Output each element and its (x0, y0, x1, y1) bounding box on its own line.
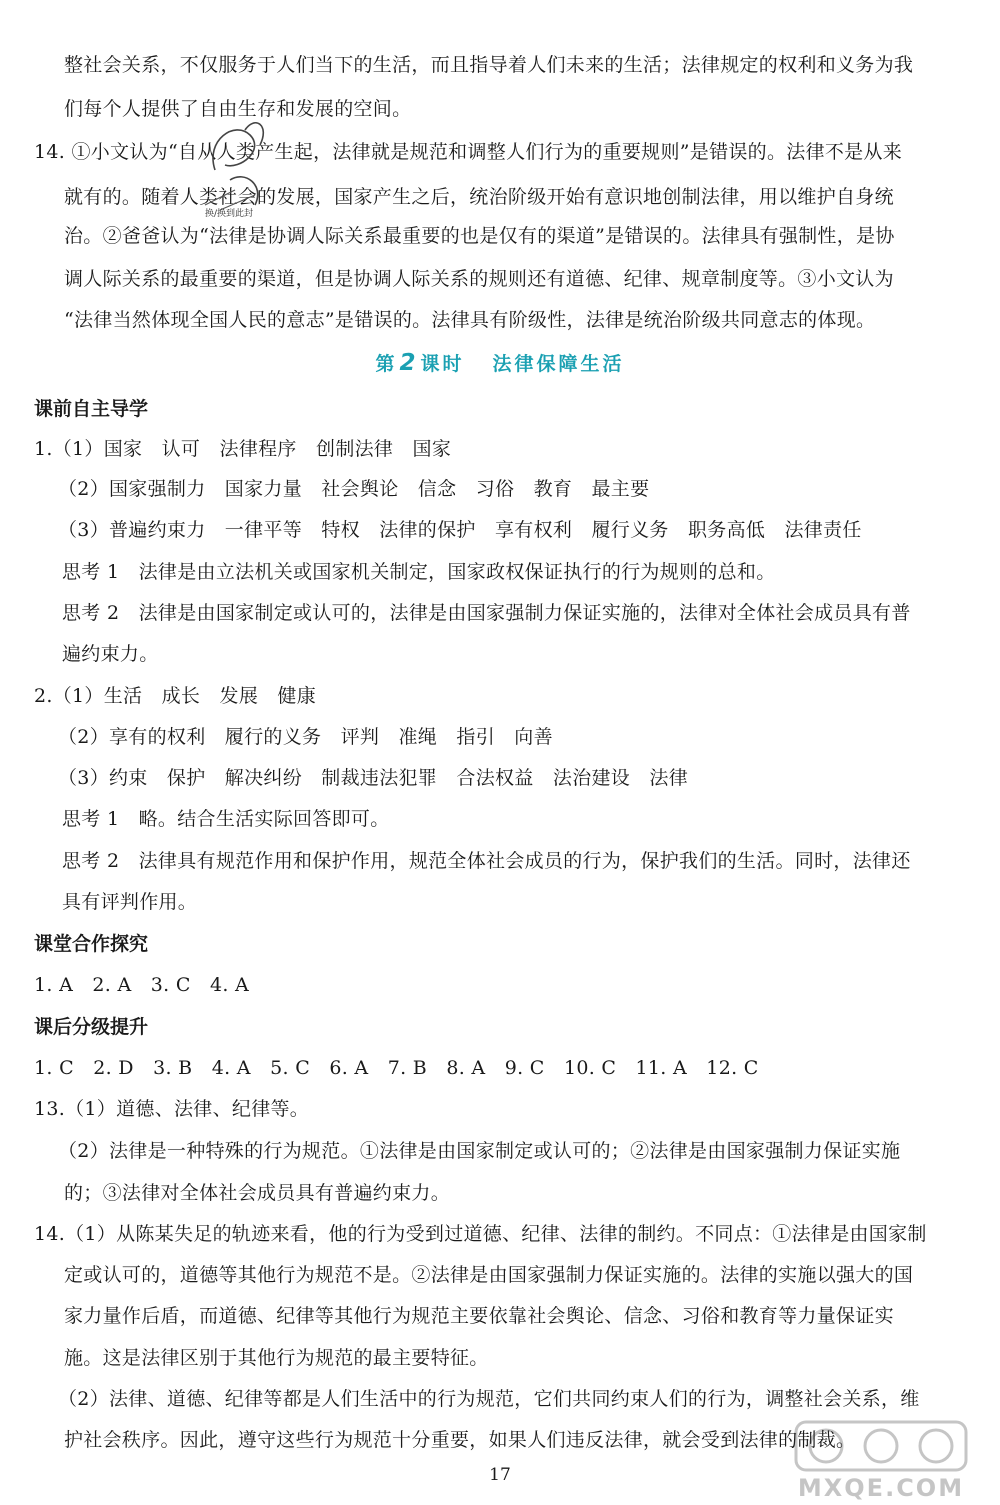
section-heading-in-class: 课堂合作探究 (34, 933, 149, 955)
watermark-logo (776, 1418, 986, 1503)
answer-line: （2）国家强制力 国家力量 社会舆论 信念 习俗 教育 最主要 (58, 478, 650, 500)
handwritten-scribble (195, 110, 285, 220)
answer-line: （3）普遍约束力 一律平等 特权 法律的保护 享有权利 履行义务 职务高低 法律责任 (58, 519, 862, 541)
text-line: 调人际关系的最重要的渠道，但是协调人际关系的规则还有道德、纪律、规章制度等。③小文认为 (64, 268, 894, 290)
answer-line: 1.（1）国家 认可 法律程序 创制法律 国家 (34, 438, 452, 460)
answer-line: 的；③法律对全体社会成员具有普遍约束力。 (64, 1182, 451, 1204)
think-line: 遍约束力。 (62, 643, 159, 665)
answer-line: 1. C 2. D 3. B 4. A 5. C 6. A 7. B 8. A 9. C 10. C 11. A 12. C (34, 1057, 759, 1079)
answer-line: 14.（1）从陈某失足的轨迹来看，他的行为受到过道德、纪律、法律的制约。不同点：①法律是由国家制 (34, 1223, 927, 1245)
text-line: 整社会关系，不仅服务于人们当下的生活，而且指导着人们未来的生活；法律规定的权利和义务为我 (64, 54, 914, 76)
answer-line: 13.（1）道德、法律、纪律等。 (34, 1098, 310, 1120)
think-line: 具有评判作用。 (62, 891, 198, 913)
section-heading-pre-class: 课前自主导学 (34, 398, 149, 420)
lesson-title (0, 350, 1000, 377)
answer-line: （2）享有的权利 履行的义务 评判 准绳 指引 向善 (58, 726, 553, 748)
watermark-text: MXQE.COM (797, 1474, 965, 1502)
text-line: 治。②爸爸认为“法律是协调人际关系最重要的也是仅有的渠道”是错误的。法律具有强制性，是协 (64, 225, 895, 247)
answer-line: （2）法律是一种特殊的行为规范。①法律是由国家制定或认可的；②法律是由国家强制力保证实施 (58, 1140, 901, 1162)
answer-line: 1. A 2. A 3. C 4. A (34, 974, 250, 996)
think-line: 思考 2 法律具有规范作用和保护作用，规范全体社会成员的行为，保护我们的生活。同时，法律还 (62, 850, 911, 872)
think-line: 思考 1 略。结合生活实际回答即可。 (62, 808, 390, 830)
answer-line: 2.（1）生活 成长 发展 健康 (34, 685, 317, 707)
lesson-title-suffix: 课时 (420, 353, 465, 375)
text-line: “法律当然体现全国人民的意志”是错误的。法律具有阶级性，法律是统治阶级共同意志的体现。 (64, 309, 876, 331)
answer-line: （3）约束 保护 解决纠纷 制裁违法犯罪 合法权益 法治建设 法律 (58, 767, 688, 789)
lesson-topic: 法律保障生活 (492, 353, 625, 375)
text-line: 14. ①小文认为“自从人类产生起，法律就是规范和调整人们行为的重要规则”是错误的。法律不是从来 (34, 141, 903, 163)
section-heading-after-class: 课后分级提升 (34, 1016, 149, 1038)
answer-line: （2）法律、道德、纪律等都是人们生活中的行为规范，它们共同约束人们的行为，调整社会关系，维 (58, 1388, 920, 1410)
answer-line: 家力量作后盾，而道德、纪律等其他行为规范主要依靠社会舆论、信念、习俗和教育等力量保证实 (64, 1305, 894, 1327)
think-line: 思考 2 法律是由国家制定或认可的，法律是由国家强制力保证实施的，法律对全体社会成员具有普 (62, 602, 911, 624)
answer-line: 施。这是法律区别于其他行为规范的最主要特征。 (64, 1347, 489, 1369)
think-line: 思考 1 法律是由立法机关或国家机关制定，国家政权保证执行的行为规则的总和。 (62, 561, 776, 583)
lesson-number: 2 (399, 350, 419, 376)
lesson-title-prefix: 第 (375, 353, 398, 375)
page-number: 17 (489, 1465, 511, 1485)
answer-line: 护社会秩序。因此，遵守这些行为规范十分重要，如果人们违反法律，就会受到法律的制裁。 (64, 1429, 856, 1451)
answer-line: 定或认可的，道德等其他行为规范不是。②法律是由国家强制力保证实施的。法律的实施以强大的国 (64, 1264, 914, 1286)
text-line: 就有的。随着人类社会的发展，国家产生之后，统治阶级开始有意识地创制法律，用以维护自身统 (64, 186, 894, 208)
scribble-note: 换/换到此封 (205, 209, 254, 219)
text-line: 们每个人提供了自由生存和发展的空间。 (64, 98, 412, 120)
